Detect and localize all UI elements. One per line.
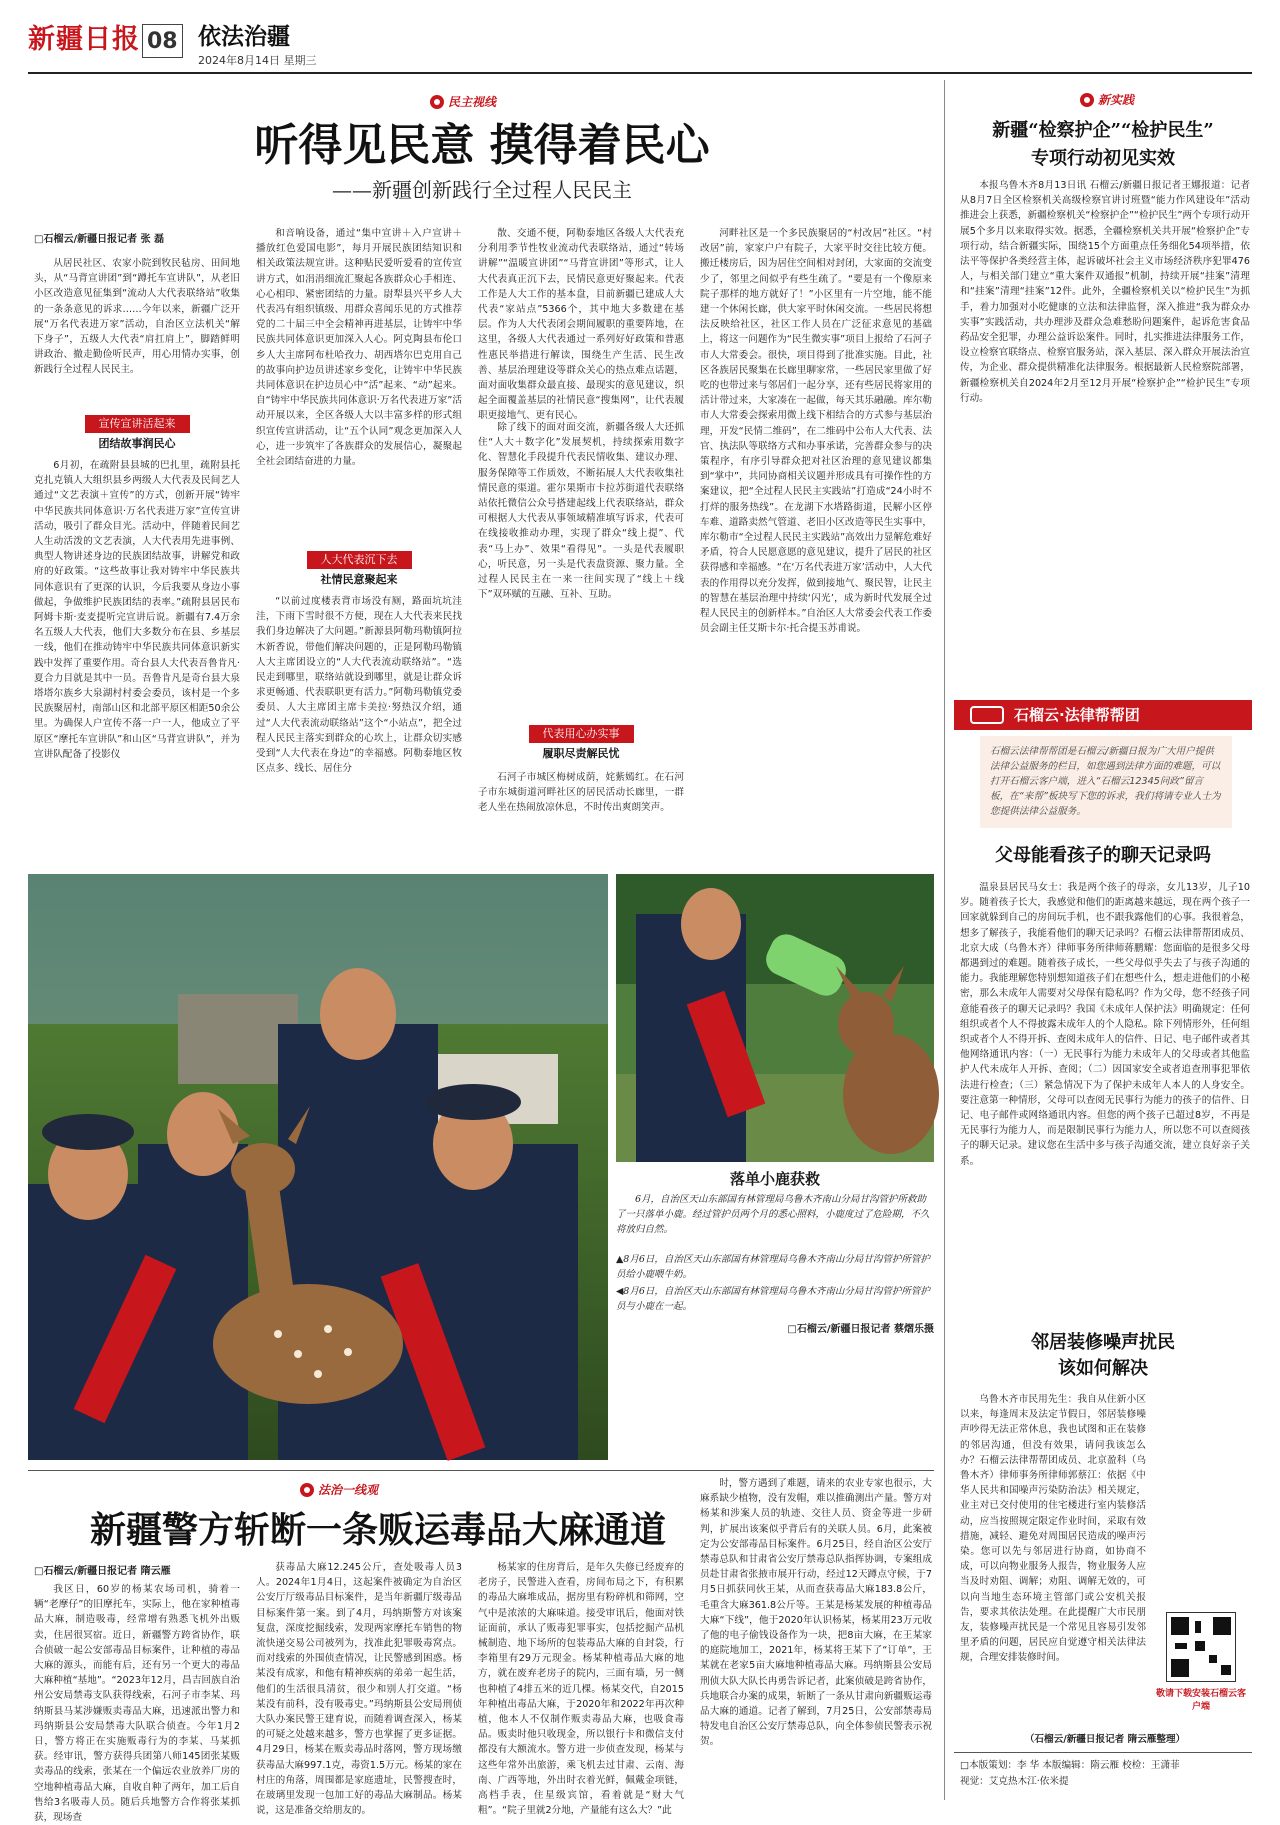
photo-credit: □石榴云/新疆日报记者 蔡熠乐摄: [787, 1324, 934, 1335]
tag-dot-icon: [430, 95, 444, 109]
qa2-text: 乌鲁木齐市民用先生：我自从住新小区以来，每逢周末及法定节假日，邻居装修噪声吵得无法正常休息，我也试图和正在装修的邻居沟通，但没有效果，请问我该怎么办？石榴云法律帮帮团成员、北京盈科（乌鲁木齐）律师事务所律师郭蔡江：依据《中华人民共和国噪声污染防治法》相关规定，业主对已交付使用的住宅楼进行室内装修活动，应当按照规定限定作业时间，采取有效措施，减轻、避免对周围居民造成的噪声污染。您可以先与邻居进行协商，如协商不成，可以向物业服务人报告，物业服务人应当及时劝阻、调解；劝阻、调解无效的，可以向当地生态环境主管部门或公安机关报告，要求其依法处理。在此提醒广大市民朋友，装修噪声扰民是一个常见且容易引发邻里矛盾的问题，居民应自觉遵守相关法律法规，合理安排装修时间。: [960, 1394, 1146, 1664]
legal-help-note: 石榴云法律帮帮团是石榴云/新疆日报为广大用户提供法律公益服务的栏目，如您遇到法律方面的难题，可以打开石榴云客户端，进入“石榴云12345问政”留言板，在“来帮”板块写下您的诉求，我们将请专业人士为您提供法律公益服务。: [980, 736, 1232, 828]
page-number: 08: [142, 24, 183, 58]
bottom-byline: □石榴云/新疆日报记者 隋云雁: [34, 1566, 171, 1577]
qa2-title-line2: 该如何解决: [1058, 1358, 1148, 1379]
photo-rescuers-with-fawn: [28, 874, 608, 1460]
issue-date: 2024年8月14日 星期三: [198, 54, 317, 67]
lead-subhead-3: 代表用心办实事 履职尽责解民忧: [478, 722, 684, 761]
footer-credits: □本版策划：李 华 本版编辑：隋云雁 校检：王潇菲: [960, 1760, 1180, 1771]
lead-col1-a: 从居民社区、农家小院到牧民毡房、田间地头，从“马背宣讲团”到“蹲托车宣讲队”，从老旧小区改造意见征集到“流动人大代表联络站”收集的一条条意见的诉求……今年以来，新疆广泛开展“万名代表进万家”活动，自治区立法机关“解下身子”，五级人大代表“肩扛肩上”，脚踏鲜明讲政治、撤走勤俭听民声，用心用情办实事，创新践行全过程人民民主。: [34, 258, 240, 376]
lead-col2-b: “以前过度楼表背市场没有厕，路面坑坑洼洼，下雨下雪时很不方便，现在人大代表来民找我们身边解决了大问题。”新源县阿勒玛勒镇阿拉木新香说，带他们解决问题的，正是阿勒玛勒镇人大主席团设立的“人大代表流动联络站”。“选民走到哪里，联络站就设到哪里，就是让群众诉求更畅通、代表联职更有活力。”阿勒玛勒镇党委委员、人大主席团主席卡美拉·努热汉介绍，通过“人大代表流动联络站”这个“小站点”，把全过程人民民主落实到群众的心坎上，让群众切实感受到“人大代表在身边”的幸福感。阿勒泰地区牧区点多、线长、居住分: [256, 596, 462, 775]
right-article: 本报乌鲁木齐8月13日讯 石榴云/新疆日报记者王娜报道：记者从8月7日全区检察机关高级检察官讲讨班暨“能力作风建设年”活动推进会上获悉，新疆检察机关“检察护企”“检护民生”两个专项行动开展5个多月以来取得实效。据悉，全疆检察机关共开展“检察护企”专项行动，结合新疆实际，围绕15个方面重点任务细化54项举措，依法平等保护各类经营主体，起诉破坏社会主义市场经济秩序犯罪476人，与相关部门建立“重大案件双通报”机制，持续开展“挂案”清理和“挂案”清理“挂案”12件。此外，全疆检察机关以“检护民生”为抓手，着力加强对小吃健康的立法和法律监督，深入推进“我为群众办实事”实践活动，共办理涉及群众急难愁盼问题案件，起诉危害食品药品安全犯罪，办理公益诉讼案件。同时，扎实推进法律服务工作，设立检察官联络点、检察官服务站，深入基层、深入群众开展法治宣传，为企业、群众提供精准化法律服务。根据最新人民检察院部署，新疆检察机关自2024年2月至12月开展“检察护企”“检护民生”专项行动。: [960, 180, 1250, 404]
right-title-line2: 专项行动初见实效: [1031, 148, 1175, 169]
footer-visual: 视觉：艾克热木江·依米提: [960, 1776, 1069, 1787]
bottom-col2: 获毒品大麻12.245公斤，查处吸毒人员3人。2024年1月4日，这起案件被确定为自治区公安厅厅级毒品目标案件，是当年新疆厅级毒品目标案件第一案。到了4月，玛纳斯警方对该案复盘，深度挖掘线索，发现两家摩托车销售的物流快递交易公司被列为，找准此犯罪吸毒窝点。而对线索的外围侦查情况，让民警感到困惑。杨某没有成家，和他有精神疾病的弟弟一起生活，他们的生活很具清贫，很少和别人打交道。“杨某没有前科，没有吸毒史。”玛纳斯县公安局刑侦大队办案民警王建育说，而随着调查深入，杨某的可疑之处越来越多，警方也掌握了更多证据。4月29日，杨某在贩卖毒品时落网，警方现场缴获毒品大麻997.1克，毒资1.5万元。杨某的家在村庄的角落，周围都是家庭遗址，民警搜查时，在玻璃里发现一包加工好的毒品大麻制品。杨某说，这是准备交给朋友的。: [256, 1562, 462, 1817]
lead-col4: 河畔社区是一个多民族聚居的“村改居”社区。“村改居”前，家家户户有院子，大家平时交往比较方便。搬迁楼房后，因为居住空间相对封闭，大家面的交流变少了，邻里之间似乎有些生疏了。“要是有一个像原来院子那样的地方就好了！”小区里有一片空地，能不能建一个休闲长廊，供大家平时休闲交流。一些居民将想法反映给社区，社区工作人员在广泛征求意见的基础上，将这一问题作为“民生微实事”项目上报给了石河子市人大常委会。很快，项目得到了批准实施。目此，社区各族居民聚集在长廊里聊家常，一些居民家里做了好吃的也带过来与邻居们一起分享，还有些居民将家用的活计带过来，大家凑在一起做，每天其乐融融。库尔勒市人大常委会探索用微上线下相结合的方式参与基层治理，开发“民情二维码”，在二维码中公布人大代表、法官、执法队等联络方式和办事承诺，完善群众参与的决策程序，有序引导群众把对社区治理的意见建议都集到“掌中”，共同协商相关议题并形成具有可操作性的方案建议，把“全过程人民民主实践站”打造成“24小时不打烊的服务热线”。在龙湖下水塔路街道，民解小区停车难、道路卖然气管道、老旧小区改造等民生实事中，库尔勒市“全过程人民民主实践站”高效出力显解危难好矛盾，符合人民愿意愿的意见建议，提升了居民的社区获得感和幸福感。“在‘万名代表进万家’活动中，人大代表的作用得以充分发挥，做到接地气、聚民智，让民主的智慧在基层治理中持续‘闪光’，成为新时代发展全过程人民民主的创新样本。”自治区人大常委会代表工作委员会副主任艾斯卡尔·托合提玉苏甫说。: [700, 228, 932, 635]
legal-help-banner: 石榴云·法律帮帮团: [954, 700, 1252, 730]
footer-rule: [954, 1752, 1252, 1753]
qa2-signature: （石榴云/新疆日报记者 隋云雁整理）: [1024, 1734, 1186, 1745]
lead-col3-c: 石河子市城区梅树成荫，姹紫嫣红。在石河子市东城街道河畔社区的居民活动长廊里，一群老人坐在热闹放凉休息，不时传出爽朗笑声。: [478, 772, 684, 814]
legal-help-logo-icon: [970, 706, 1004, 724]
lead-subtitle: ——新疆创新践行全过程人民民主: [332, 178, 632, 202]
photo-rescuers-illustration: [28, 874, 608, 1460]
section-title: 依法治疆: [198, 24, 290, 50]
photo-caption-left: ▲8月6日，自治区天山东部国有林管理局乌鲁木齐南山分局甘沟管护所管护员给小鹿喂牛奶。: [616, 1254, 930, 1280]
qa1-title: 父母能看孩子的聊天记录吗: [995, 845, 1211, 866]
photo-feeding-illustration: [616, 874, 934, 1162]
photo-caption-right: ◀8月6日，自治区天山东部国有林管理局乌鲁木齐南山分局甘沟管护所管护员与小鹿在一起。: [616, 1286, 930, 1312]
tag-dot-icon: [1080, 93, 1094, 107]
lead-col3-b: 除了线下的面对面交流，新疆各级人大还抓住“人大＋数字化”发展契机，持续探索用数字化、智慧化手段提升代表民情收集、建议办理、服务保障等工作质效，不断拓展人大代表收集社情民意的渠道。霍尔果斯市卡拉苏街道代表联络站依托微信公众号搭建起线上代表联络站，群众可根据人大代表从事领域精准填写诉求，代表可在线接收推动办理，实现了群众“线上提”、代表“马上办”、效果“看得见”。一头是代表履职心，听民意，另一头是代表盘资源、聚力量。全过程人民民主在一来一往间实现了“线上＋线下”双环赋的互融、互补、互助。: [478, 422, 684, 601]
lead-byline: □石榴云/新疆日报记者 张 磊: [34, 234, 165, 245]
bottom-col3: 杨某家的住房背后，是年久失修已经废弃的老房子，民警进入查看，房间布局之下，有积累的毒品大麻堆成品，据房里有粉碎机和筛网，空气中是浓浓的大麻味道。接受审讯后，他面对铁证面前，承认了贩毒犯罪事实，包括挖掘产品机械制造、地下场所的包装毒品大麻的自封袋，行李箱里有29万元现金。杨某种植毒品大麻的地方，就在废弃老房子的院内，三面有墙，另一侧也种植了4排五米的近几棵。杨某交代，自2015年种植出毒品大麻，于2020年和2022年再次种植，他本人不仅制作贩卖毒品大麻，也吸食毒品。贩卖时他只收现金，所以银行卡和微信支付都没有大额流水。警方进一步侦查发现，杨某与这些年常外出旅游，乘飞机去过甘肃、云南、海南、广西等地，外出时衣着光鲜，佩戴金项链，高档手表，住星级宾馆，看着就是“财大气粗”。“院子里就2分地，产量能有这么大？”此: [478, 1562, 684, 1817]
section-divider: [28, 1470, 934, 1471]
lead-subhead-2: 人大代表沉下去 社情民意聚起来: [256, 548, 462, 587]
photo-caption: 6月，自治区天山东部国有林管理局乌鲁木齐南山分局甘沟管护所救助了一只落单小鹿。经过管护员两个月的悉心照料，小鹿度过了危险期，不久将放归自然。: [616, 1194, 930, 1235]
lead-tag: 民主视线: [430, 92, 496, 112]
lead-col1-b: 6月初，在疏附县县城的巴扎里，疏附县托克扎克镇人大组织县乡两级人大代表及民间艺人通过“文艺表演＋宣传”的方式，创新开展“铸牢中华民族共同体意识·万名代表进万家”宣传宣讲活动，吸引了群众目光。活动中，伴随着民间艺人生动活泼的文艺表演，人大代表用先进事例、典型人物讲述身边的民族团结故事，讲解党和政府的好政策。“这些故事让我对铸牢中华民族共同体意识有了更深的认识，今后我要从身边小事做起，争做维护民族团结的表率。”疏附县居民布阿姆卡斯·麦麦提听完宣讲后说。新疆有7.4万余名五级人大代表，他们大多数分布在县、乡基层一线，他们在推动铸牢中华民族共同体意识新实践中发挥了重要作用。奇台县人大代表吾鲁肯凡·夏合力目就是其中一员。吾鲁肯凡是奇台县大泉塔塔尔族乡大泉湖村村委会委员，该村是一个多民族聚居村，南部山区和北部平原区相距50余公里。为确保人户宣传不落一户一人，他成立了平原区“摩托车宣讲队”和山区“马背宣讲队”，并为宣讲队配备了投影仪: [34, 460, 240, 760]
bottom-col1: 我区日，60岁的杨某农场司机，骑着一辆“老摩仔”的旧摩托车，实际上，他在家种植毒品大麻，制造吸毒，经常增有熟悉飞机外出贩卖，住居很冥宿。近日，新疆警方跨省协作，联合侦破一起公安部毒品目标案件，让种植的毒品大麻的源头，而能有后，还有另一个更大的毒品大麻种植“基地”。“2023年12月，昌吉回族自治州公安局禁毒支队获得线索，石河子市李某、玛纳斯县马某涉嫌贩卖毒品大麻，迅速派出警力和玛纳斯县公安局禁毒大队联合侦查。今年1月2日，警方将正在实施贩毒行为的李某、马某抓获。经审讯，警方获得兵团第八师145团张某贩卖毒品的线索，张某在一个偏远农业放养厂房的空地种植毒品大麻，自收自种了两年，加工后自售给3名吸毒人员。随后兵地警方合作将张某抓获，现场查: [34, 1584, 240, 1824]
qa2-title-line1: 邻居装修噪声扰民: [1031, 1332, 1175, 1353]
qr-label: 敬请下载安装石榴云客户端: [1156, 1689, 1247, 1712]
newspaper-logo: 新疆日报: [28, 24, 140, 55]
right-title-line1: 新疆“检察护企”“检护民生”: [992, 120, 1214, 141]
qr-code-icon: [1166, 1612, 1236, 1682]
lead-col3-a: 散、交通不便，阿勒泰地区各级人大代表充分利用季节性牧业流动代表联络站，通过“转场讲解”“温暖宣讲团”“马背宣讲团”等形式，让人大代表真正沉下去，民情民意更好聚起来。代表工作是人大工作的基本盘，目前新疆已建成人大代表“家站点”5366个，其中地大多数建在基层。作为人大代表闭会期间履职的重要阵地，在这里，各级人大代表通过一系列好好政策和普惠性惠民举措进行解读，围绕生产生活、民生改善、基层治理建设等群众关心的热点难点话题，面对面收集群众最直接、最现实的意见建议，织起全面覆盖基层的社情民意“搜集网”，让代表履职更接地气、更有民心。: [478, 228, 684, 422]
bottom-title: 新疆警方斩断一条贩运毒品大麻通道: [89, 1509, 666, 1551]
header-rule: [28, 72, 1252, 74]
tag-dot-icon: [300, 1483, 314, 1497]
photo-feeding-fawn: [616, 874, 934, 1162]
right-tag: 新实践: [1080, 90, 1134, 110]
photo-caption-title: 落单小鹿获救: [729, 1170, 820, 1188]
qa1-text: 温泉县居民马女士：我是两个孩子的母亲，女儿13岁，儿子10岁。随着孩子长大，我感觉和他们的距离越来越远，现在两个孩子一回家就躲到自己的房间玩手机，也不跟我露他们的心事。我很着急，想多了解孩子，我能看他们的聊天记录吗？石榴云法律帮帮团成员、北京大成（乌鲁木齐）律师事务所律师蒋鹏耀：您面临的是很多父母都遇到过的难题。随着孩子成长，一些父母似乎失去了与孩子沟通的能力。我能理解您特别想知道孩子们在想些什么，想走进他们的小秘密，那么未成年人需要对父母保有隐私吗？作为父母，您不经孩子同意能看孩子的聊天记录吗？我国《未成年人保护法》明确规定：任何组织或者个人不得披露未成年人的个人隐私。除下列情形外，任何组织或者个人不得开拆、查阅未成年人的信件、日记、电子邮件或者其他网络通讯内容：（一）无民事行为能力未成年人的父母或者其他监护人代未成年人开拆、查阅；（二）因国家安全或者追查刑事犯罪依法进行检查；（三）紧急情况下为了保护未成年人本人的人身安全。要注意第一种情形，父母可以查阅无民事行为能力的孩子的信件、日记、电子邮件或网络通讯内容。但您的两个孩子已超过8岁，不再是无民事行为能力人，而是限制民事行为能力人，所以您不可以查阅孩子的聊天记录。建议您在生活中多与孩子沟通交流，建立良好亲子关系。: [960, 882, 1250, 1167]
lead-title: 听得见民意 摸得着民心: [254, 120, 710, 171]
lead-subhead-1: 宣传宣讲活起来 团结故事润民心: [34, 412, 240, 451]
lead-col2-a: 和音响设备，通过“集中宣讲＋入户宣讲＋播放红色爱国电影”，每月开展民族团结知识和相关政策法规宣讲。这种贴民爱听爱看的宣传宣讲方式，如涓涓细流汇聚起各族群众心手相连、心心相印、紧密团结的力量。尉犁县兴平乡人大代表冯有组织镇级、用群众喜闻乐见的方式推荐党的二十届三中全会精神再进基层，让铸牢中华民族共同体意识更加深入人心。阿克陶县布伦口乡人大主席阿布杜哈孜力、胡西塔尔巴克用自己的故事向护边员讲述家乡变化，让铸牢中华民族共同体意识在护边员心中“活”起来、“动”起来。自“铸牢中华民族共同体意识·万名代表进万家”活动开展以来，全区各级人大以丰富多样的形式组织宣传宣讲活动，让“五个认同”观念更加深入人心，进一步筑牢了各族群众的发展信心，凝聚起全社会团结奋进的力量。: [256, 228, 462, 468]
bottom-tag: 法治一线观: [300, 1480, 378, 1500]
sidebar-divider: [944, 80, 945, 1800]
bottom-col4: 时，警方遇到了难题，请来的农业专家也很示，大麻系缺少植物，没有发帽，难以推确测出产量。警方对杨某和涉案人员的轨迹、交往人员、资金等进一步研判，扩展出该案似乎背后有的关联人员。6月，此案被定为公安部毒品目标案件。6月25日，经自治区公安厅禁毒总队和甘肃省公安厅禁毒总队指挥协调，专案组成员赴甘肃省张掖市展开行动，经过12天蹲点守候，于7月5日抓获同伙王某，从而查获毒品大麻183.8公斤，毛重含大麻361.8公斤等。王某是杨某发展的种植毒品大麻“下线”，他于2020年认识杨某，杨某用23万元收了他的电子偷钱设备作为一块，把8亩大麻，在王某家的庭院地加工，2021年，杨某将王某下了“订单”，王某就在老家5亩大麻地种植毒品大麻。玛纳斯县公安局刑侦大队大队长冉勇告诉记者，此案侦破是跨省协作，兵地联合办案的成果，斩断了一条从甘肃向新疆贩运毒品大麻的通道。记者了解到，7月25日，公安部禁毒局特发电自治区公安厅禁毒总队，向全体参侦民警表示祝贺。: [700, 1478, 932, 1748]
